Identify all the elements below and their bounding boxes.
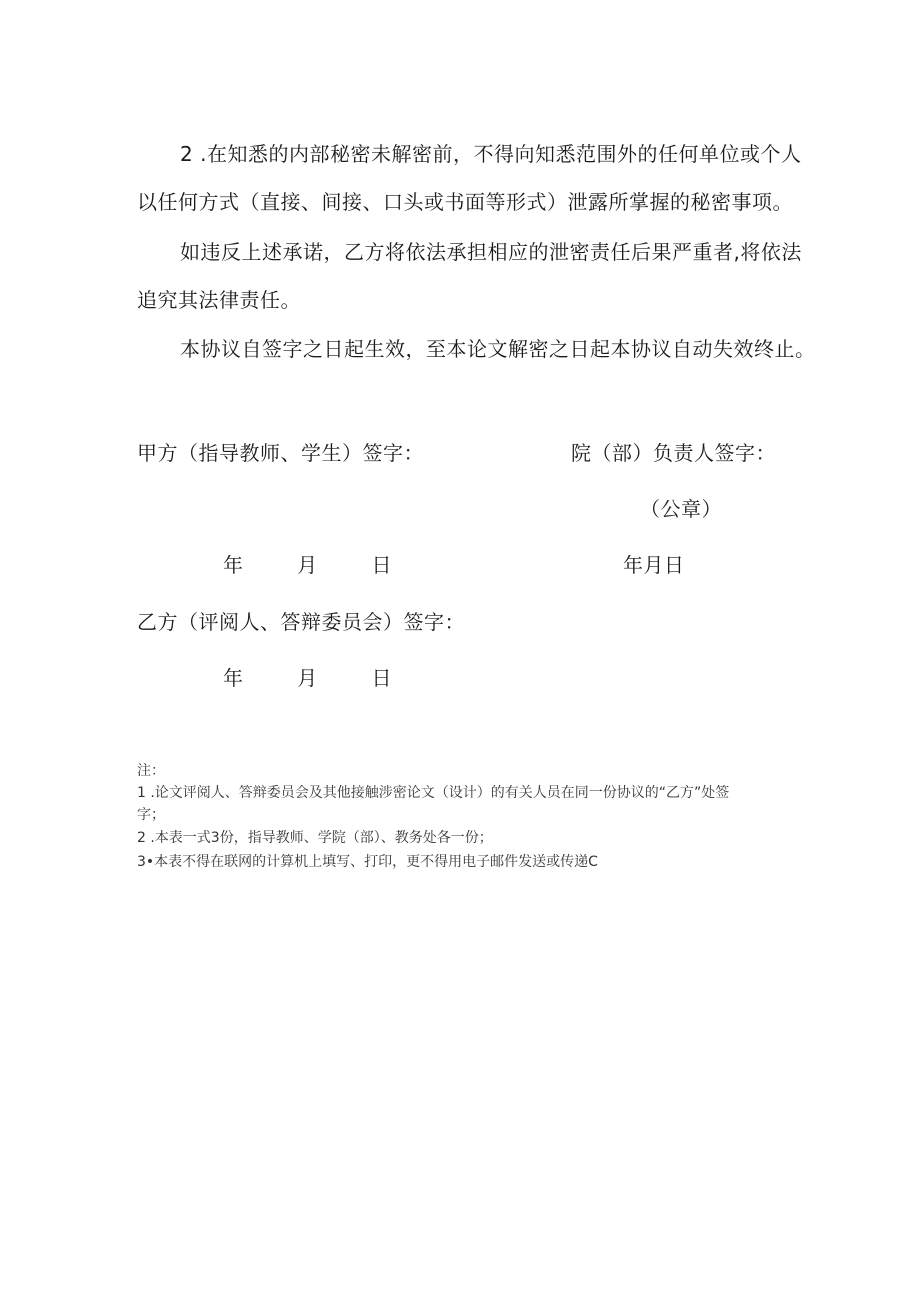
note-1-line-1: 1 .论文评阅人、答辩委员会及其他接触涉密论文（设计）的有关人员在同一份协议的“乙方”处签 — [137, 785, 730, 801]
official-seal-label: （公章） — [640, 497, 722, 521]
note-2: 2 .本表一式3份，指导教师、学院（部）、教务处各一份； — [137, 830, 493, 846]
note-1-line-2: 字； — [137, 807, 165, 823]
note-3: 3•本表不得在联网的计算机上填写、打印，更不得用电子邮件发送或传递C — [137, 854, 598, 870]
dept-head-date: 年月日 — [623, 553, 685, 577]
dept-head-signature-label: 院（部）负责人签字： — [571, 441, 776, 465]
paragraph-3-line-1: 本协议自签字之日起生效，至本论文解密之日起本协议自动失效终止。 — [180, 337, 816, 361]
party-b-date-month: 月 — [297, 666, 318, 690]
party-a-date-day: 日 — [371, 553, 392, 577]
party-a-date-year: 年 — [223, 553, 244, 577]
party-b-date-year: 年 — [223, 666, 244, 690]
party-b-signature-label: 乙方（评阅人、答辩委员会）签字： — [137, 610, 465, 634]
party-a-signature-label: 甲方（指导教师、学生）签字： — [137, 441, 424, 465]
notes-heading: 注： — [137, 763, 165, 779]
paragraph-2-line-2: 追究其法律责任。 — [137, 288, 301, 312]
paragraph-1-line-2: 以任何方式（直接、间接、口头或书面等形式）泄露所掌握的秘密事项。 — [137, 190, 793, 214]
party-b-date — [223, 666, 392, 690]
paragraph-1-line-1: 2 .在知悉的内部秘密未解密前，不得向知悉范围外的任何单位或个人 — [180, 142, 802, 166]
paragraph-2-line-1: 如违反上述承诺，乙方将依法承担相应的泄密责任后果严重者,将依法 — [180, 240, 802, 264]
party-a-date — [223, 553, 392, 577]
party-a-date-month: 月 — [297, 553, 318, 577]
party-b-date-day: 日 — [371, 666, 392, 690]
